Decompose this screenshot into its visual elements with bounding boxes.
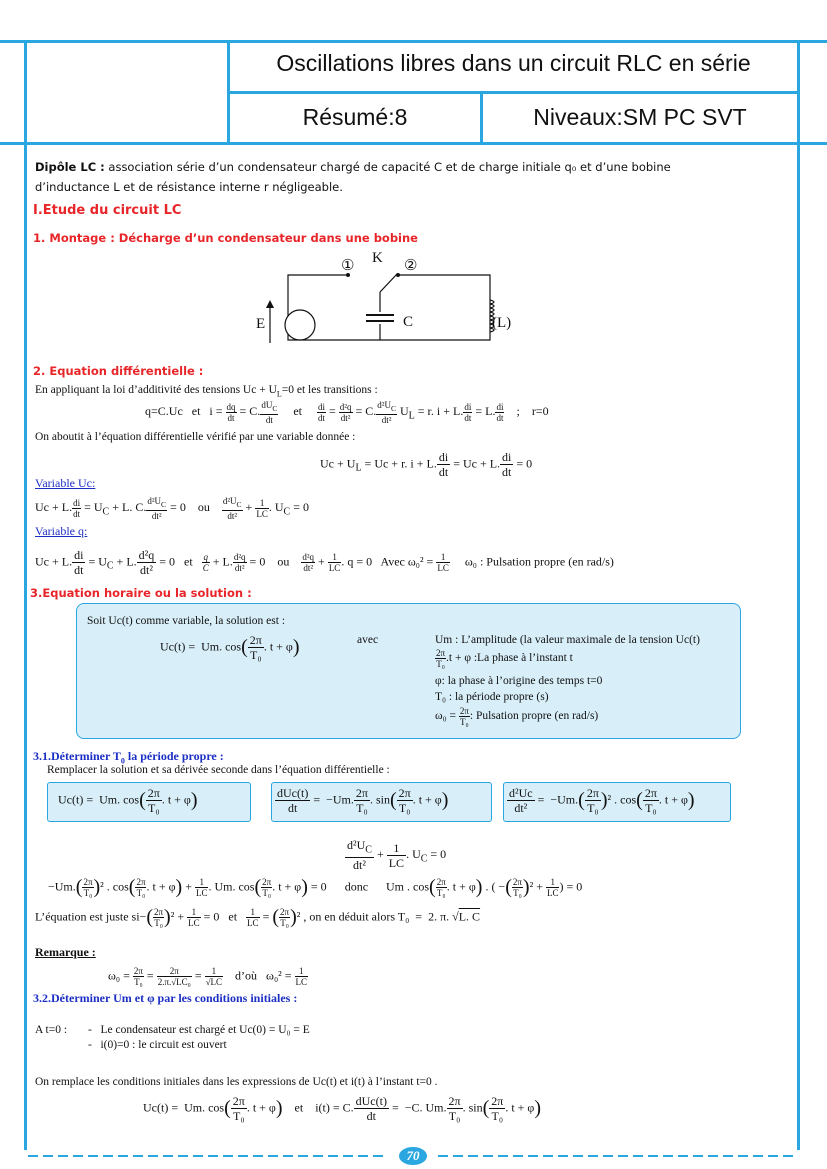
intro-line2: d’inductance L et de résistance interne r négligeable. <box>35 180 343 194</box>
frac-a4: $\frac{2\pi}{\text{T₀}}$ <box>262 877 272 898</box>
additivity-text-a: En appliquant la loi d’additivité des tensions Uc + U <box>35 384 277 396</box>
frac-1-lc: $\frac{1}{LC}$ <box>256 497 268 519</box>
frac-di-dt-2: $\frac{di}{dt}$ <box>464 401 472 423</box>
frac-d2uc-dt2-4: $\frac{\text{d²Uc}}{\text{dt²}}$ <box>509 786 533 815</box>
init-cond-2: - i(0)=0 : le circuit est ouvert <box>88 1039 227 1051</box>
frac-d2q-dt2-4: $\frac{\text{d²q}}{\text{dt²}}$ <box>302 552 315 573</box>
avec-1: Avec <box>380 554 405 569</box>
section-1-heading: I.Etude du circuit LC <box>33 203 182 218</box>
main-differential-eq: $Uc + U_L = Uc + r$. i + L. $\frac{di}{dt}$ = Uc + L. $\frac{di}{dt}$ = 0 <box>320 450 533 479</box>
frac-2pi-t0-8: $\frac{2\pi}{\text{T₀}}$ <box>644 786 657 815</box>
header-left-border <box>24 40 27 1150</box>
ul-subscript: L <box>276 389 282 399</box>
frac-b2: $\frac{1}{LC}$ <box>188 907 200 928</box>
frac-2pi-t0-2: $\frac{2\pi}{\text{T₀}}$ <box>436 648 446 669</box>
frac-c1: $\frac{2\pi}{\text{T₀}}$ <box>133 966 143 987</box>
variable-q-label: Variable q: <box>35 524 88 538</box>
frac-di-dt: $\frac{di}{dt}$ <box>318 401 326 423</box>
section-3-1-b: la période propre : <box>124 749 224 763</box>
r-zero: r=0 <box>531 404 549 419</box>
section-3-2-heading: 3.2.Déterminer Um et φ par les conditions initiales : <box>33 991 298 1005</box>
solution-um: Um : L’amplitude (la valeur maximale de la tension Uc(t) <box>435 634 700 646</box>
frac-d2uc-dt2-5: $\frac{d^2U_C}{\text{dt²}}$ <box>347 838 372 873</box>
additivity-text-b: =0 et les transitions : <box>281 384 378 396</box>
frac-d2q-dt2-2: $\frac{\text{d²q}}{\text{dt²}}$ <box>138 548 155 577</box>
d2uc-box-eq: $\frac{\text{d²Uc}}{\text{dt²}}$ = −Um.( $\frac{2\pi}{\text{T₀}}$ )² . cos( $\frac{2\pi}{\text{T₀}}$ . t + φ) <box>509 786 695 815</box>
niveaux-label: Niveaux:SM PC SVT <box>533 104 747 130</box>
solution-avec: avec <box>357 634 379 646</box>
section-2-heading: 2. Equation différentielle : <box>33 364 204 378</box>
ou-1: ou <box>197 500 210 515</box>
dou-word: d’où <box>235 968 258 983</box>
substituted-eq: −Um.( $\frac{2\pi}{\text{T₀}}$ )² . cos( $\frac{2\pi}{\text{T₀}}$ . t + φ) + $\frac{1}{LC}$ . Um. cos( $\frac{2\pi}{\text{T₀}}$ . t + φ) = 0 donc Um . cos( $\frac{2\pi}{\text{T₀}}$ . t + φ) . ( −( $\frac{2\pi}{\text{T₀}}$ )² + $\frac{1}{LC}$ ) = 0 <box>48 876 583 898</box>
diff-eq-uc: $\frac{d^2U_C}{\text{dt²}}$ + $\frac{1}{LC}$ . $U_C = 0$ <box>347 838 447 873</box>
section-1-1-heading: 1. Montage : Décharge d’un condensateur dans une bobine <box>33 231 418 245</box>
section-3-1-heading: 3.1.Déterminer $T_0$ la période propre : <box>33 749 224 766</box>
frac-d2q-dt2-3: $\frac{\text{d²q}}{\text{dt²}}$ <box>233 552 246 573</box>
solution-phase-text: .t + φ :La phase à l’instant t <box>446 652 573 665</box>
page-right-border <box>797 40 800 1150</box>
circuit-label-k: K <box>372 250 383 266</box>
frac-d2uc-dt2-3: $\frac{d^2U_C}{\text{dt²}}$ <box>222 496 242 521</box>
duc-box-eq: dUc(t) dt = −Um. $\frac{2\pi}{\text{T₀}}$ . sin( $\frac{2\pi}{\text{T₀}}$ . t + φ) <box>277 786 449 815</box>
frac-duc-dt: $\frac{dU_C}{dt}$ <box>261 400 278 425</box>
frac-1-lc-2: $\frac{1}{LC}$ <box>328 552 341 573</box>
section-3-1-a: 3.1.Déterminer T <box>33 749 121 763</box>
juste-text: L’équation est juste si <box>35 909 140 924</box>
init-at: A t=0 : <box>35 1024 68 1036</box>
frac-c4: $\frac{1}{LC}$ <box>295 966 308 987</box>
frac-d2q-dt2: $\frac{\text{d²q}}{\text{dt²}}$ <box>339 401 352 423</box>
frac-d2: dUc(t) dt <box>355 1094 387 1123</box>
frac-di-dt-5: $\frac{di}{dt}$ <box>74 548 84 577</box>
frac-d4: $\frac{2\pi}{\text{T₀}}$ <box>491 1094 504 1123</box>
frac-c2: $\frac{2\pi}{\text{2.π.√LC₀}}$ <box>157 966 191 987</box>
ou-2: ou <box>277 554 290 569</box>
variable-uc-label: Variable Uc: <box>35 476 96 490</box>
resume-label: Résumé:8 <box>302 104 408 130</box>
frac-a7: $\frac{1}{LC}$ <box>546 877 559 898</box>
circuit-label-pos1: ① <box>341 258 355 274</box>
et-1: et <box>184 554 193 569</box>
page-number: 70 <box>406 1148 420 1163</box>
solution-phi: φ: la phase à l’origine des temps t=0 <box>435 675 603 687</box>
frac-a3: $\frac{1}{LC}$ <box>195 877 208 898</box>
frac-di-dt-4: $\frac{di}{dt}$ <box>73 497 81 519</box>
solution-t0: T₀ : la période propre (s) <box>435 691 549 703</box>
frac-a2: $\frac{2\pi}{\text{T₀}}$ <box>136 877 146 898</box>
periode-intro: Remplacer la solution et sa dérivée seconde dans l’équation différentielle : <box>47 764 390 776</box>
header-bottom-border <box>0 142 827 145</box>
uc-equation: Uc + L. $\frac{di}{dt}$ = $U_C + L$. C. $\frac{d^2U_C}{\text{dt²}}$ = 0 ou $\frac{d^2U_C}{\text{dt²}}$ + $\frac{1}{LC}$ . $U_C = 0$ <box>35 496 309 521</box>
header-divider-2 <box>480 91 483 144</box>
solution-equation: Uc(t) = Um. cos( $\frac{2\pi}{\text{T₀}}$ . t + φ) <box>160 633 300 662</box>
intro-term: Dipôle LC : <box>35 160 105 174</box>
frac-di-dt-big: $\frac{di}{dt}$ <box>438 450 449 479</box>
frac-2pi-t0-4: $\frac{2\pi}{\text{T₀}}$ <box>147 786 160 815</box>
intro-line1 <box>35 160 671 174</box>
relations-equation: q=C.Uc et i = $\frac{dq}{dt}$ = C. $\frac{dU_C}{dt}$ et $\frac{di}{dt}$ = $\frac{\text{d²q}}{\text{dt²}}$ = C. $\frac{d^2U_C}{\text{dt²}}$ $U_L = r$. i + L. $\frac{di}{dt}$ = L. $\frac{di}{dt}$ ; r=0 <box>145 400 549 425</box>
intro-text-1: association série d’un condensateur chargé de capacité C et de charge initiale q₀ et d’une bobine <box>108 160 671 174</box>
frac-q-c: $\frac{q}{C}$ <box>202 552 209 573</box>
uc-box-eq: Uc(t) = Um. cos( $\frac{2\pi}{\text{T₀}}$ . t + φ) <box>58 786 198 815</box>
circuit-label-l: (L) <box>492 315 512 331</box>
frac-2pi-t0-6: $\frac{2\pi}{\text{T₀}}$ <box>398 786 411 815</box>
circuit-label-pos2: ② <box>404 258 418 274</box>
donc-word: donc <box>344 879 369 894</box>
frac-duc-dt-2: dUc(t) dt <box>277 786 309 815</box>
circuit-label-e: E <box>256 316 266 332</box>
remarque-label: Remarque : <box>35 945 96 959</box>
frac-2pi-t0-5: $\frac{2\pi}{\text{T₀}}$ <box>355 786 368 815</box>
frac-b1: $\frac{2\pi}{\text{T₀}}$ <box>154 907 164 928</box>
init-cond-2-text: i(0)=0 : le circuit est ouvert <box>100 1039 227 1051</box>
init-cond-1-text: Le condensateur est chargé et Uc(0) = U₀ = E <box>100 1024 310 1036</box>
q-equation: Uc + L. $\frac{di}{dt}$ = $U_C + L$. $\frac{\text{d²q}}{\text{dt²}}$ = 0 et $\frac{q}{C}$ + L. $\frac{\text{d²q}}{\text{dt²}}$ = 0 ou $\frac{\text{d²q}}{\text{dt²}}$ + $\frac{1}{LC}$ . q = 0 Avec ω₀² = $\frac{1}{LC}$ ω₀ : Pulsation propre (en rad/s) <box>35 548 614 577</box>
frac-2pi-t0-3: $\frac{2\pi}{\text{T₀}}$ <box>459 706 469 727</box>
frac-a1: $\frac{2\pi}{\text{T₀}}$ <box>83 877 93 898</box>
section-3-text: .Equation horaire ou la solution : <box>38 586 252 600</box>
header-divider-1 <box>227 40 230 144</box>
init-replace: On remplace les conditions initiales dans les expressions de Uc(t) et i(t) à l’instant t=0 . <box>35 1076 438 1088</box>
circuit-label-c: C <box>403 314 414 330</box>
section-3-num: 3 <box>30 586 39 600</box>
frac-b4: $\frac{2\pi}{\text{T₀}}$ <box>280 907 290 928</box>
frac-d3: $\frac{2\pi}{\text{T₀}}$ <box>448 1094 461 1123</box>
frac-1-lc-4: $\frac{1}{LC}$ <box>388 840 405 870</box>
frac-2pi-t0-7: $\frac{2\pi}{\text{T₀}}$ <box>586 786 599 815</box>
frac-di-dt-3: $\frac{di}{dt}$ <box>496 401 504 423</box>
header-top-border <box>0 40 827 43</box>
additivity-text <box>35 384 378 398</box>
frac-d1: $\frac{2\pi}{\text{T₀}}$ <box>232 1094 245 1123</box>
remarque-eq: ω₀ = $\frac{2\pi}{\text{T₀}}$ = $\frac{2\pi}{\text{2.π.√LC₀}}$ = $\frac{1}{√LC}$ d’où ω₀² = $\frac{1}{LC}$ <box>108 966 308 987</box>
frac-d2uc-dt2: $\frac{d^2U_C}{\text{dt²}}$ <box>377 400 396 425</box>
header-mid-border <box>229 91 798 94</box>
frac-a6: $\frac{2\pi}{\text{T₀}}$ <box>512 877 522 898</box>
frac-2pi-t0: $\frac{2\pi}{\text{T₀}}$ <box>249 633 262 662</box>
frac-di-dt-big-2: $\frac{di}{dt}$ <box>502 450 512 479</box>
frac-a5: $\frac{2\pi}{\text{T₀}}$ <box>436 877 446 898</box>
solution-intro: Soit Uc(t) comme variable, la solution est : <box>87 615 286 627</box>
solution-w0-text: : Pulsation propre (en rad/s) <box>469 710 599 723</box>
omega-label: : Pulsation propre (en rad/s) <box>479 554 614 569</box>
frac-b3: $\frac{1}{LC}$ <box>247 907 259 928</box>
frac-dq-dt: $\frac{dq}{dt}$ <box>226 401 236 423</box>
init-cond-1: - Le condensateur est chargé et Uc(0) = U₀ = E <box>88 1024 310 1036</box>
page-title: Oscillations libres dans un circuit RLC en série <box>276 50 751 76</box>
solution-w0: ω₀ = $\frac{2\pi}{\text{T₀}}$ : Pulsation propre (en rad/s) <box>435 706 599 727</box>
deduit-text: , on en déduit alors <box>303 909 395 924</box>
frac-1-lc-3: $\frac{1}{LC}$ <box>437 552 449 573</box>
section-3-heading <box>30 586 252 600</box>
solution-phase <box>435 648 573 669</box>
frac-c3: $\frac{1}{√LC}$ <box>205 966 223 987</box>
aboutit-text: On aboutit à l’équation différentielle vérifié par une variable donnée : <box>35 431 356 443</box>
juste-line: L’équation est juste si−( $\frac{2\pi}{\text{T₀}}$ )² + $\frac{1}{LC}$ = 0 et $\frac{1}{LC}$ = ( $\frac{2\pi}{\text{T₀}}$ )² , on en déduit alors T₀ = 2. π. √L. C <box>35 906 481 928</box>
frac-d2uc-dt2-2: $\frac{d^2U_C}{\text{dt²}}$ <box>147 496 167 521</box>
init-equations: Uc(t) = Um. cos( $\frac{2\pi}{\text{T₀}}$ . t + φ) et i(t) = C. dUc(t) dt = −C. Um. $\frac{2\pi}{\text{T₀}}$ . sin( $\frac{2\pi}{\text{T₀}}$ . t + φ) <box>143 1094 542 1123</box>
